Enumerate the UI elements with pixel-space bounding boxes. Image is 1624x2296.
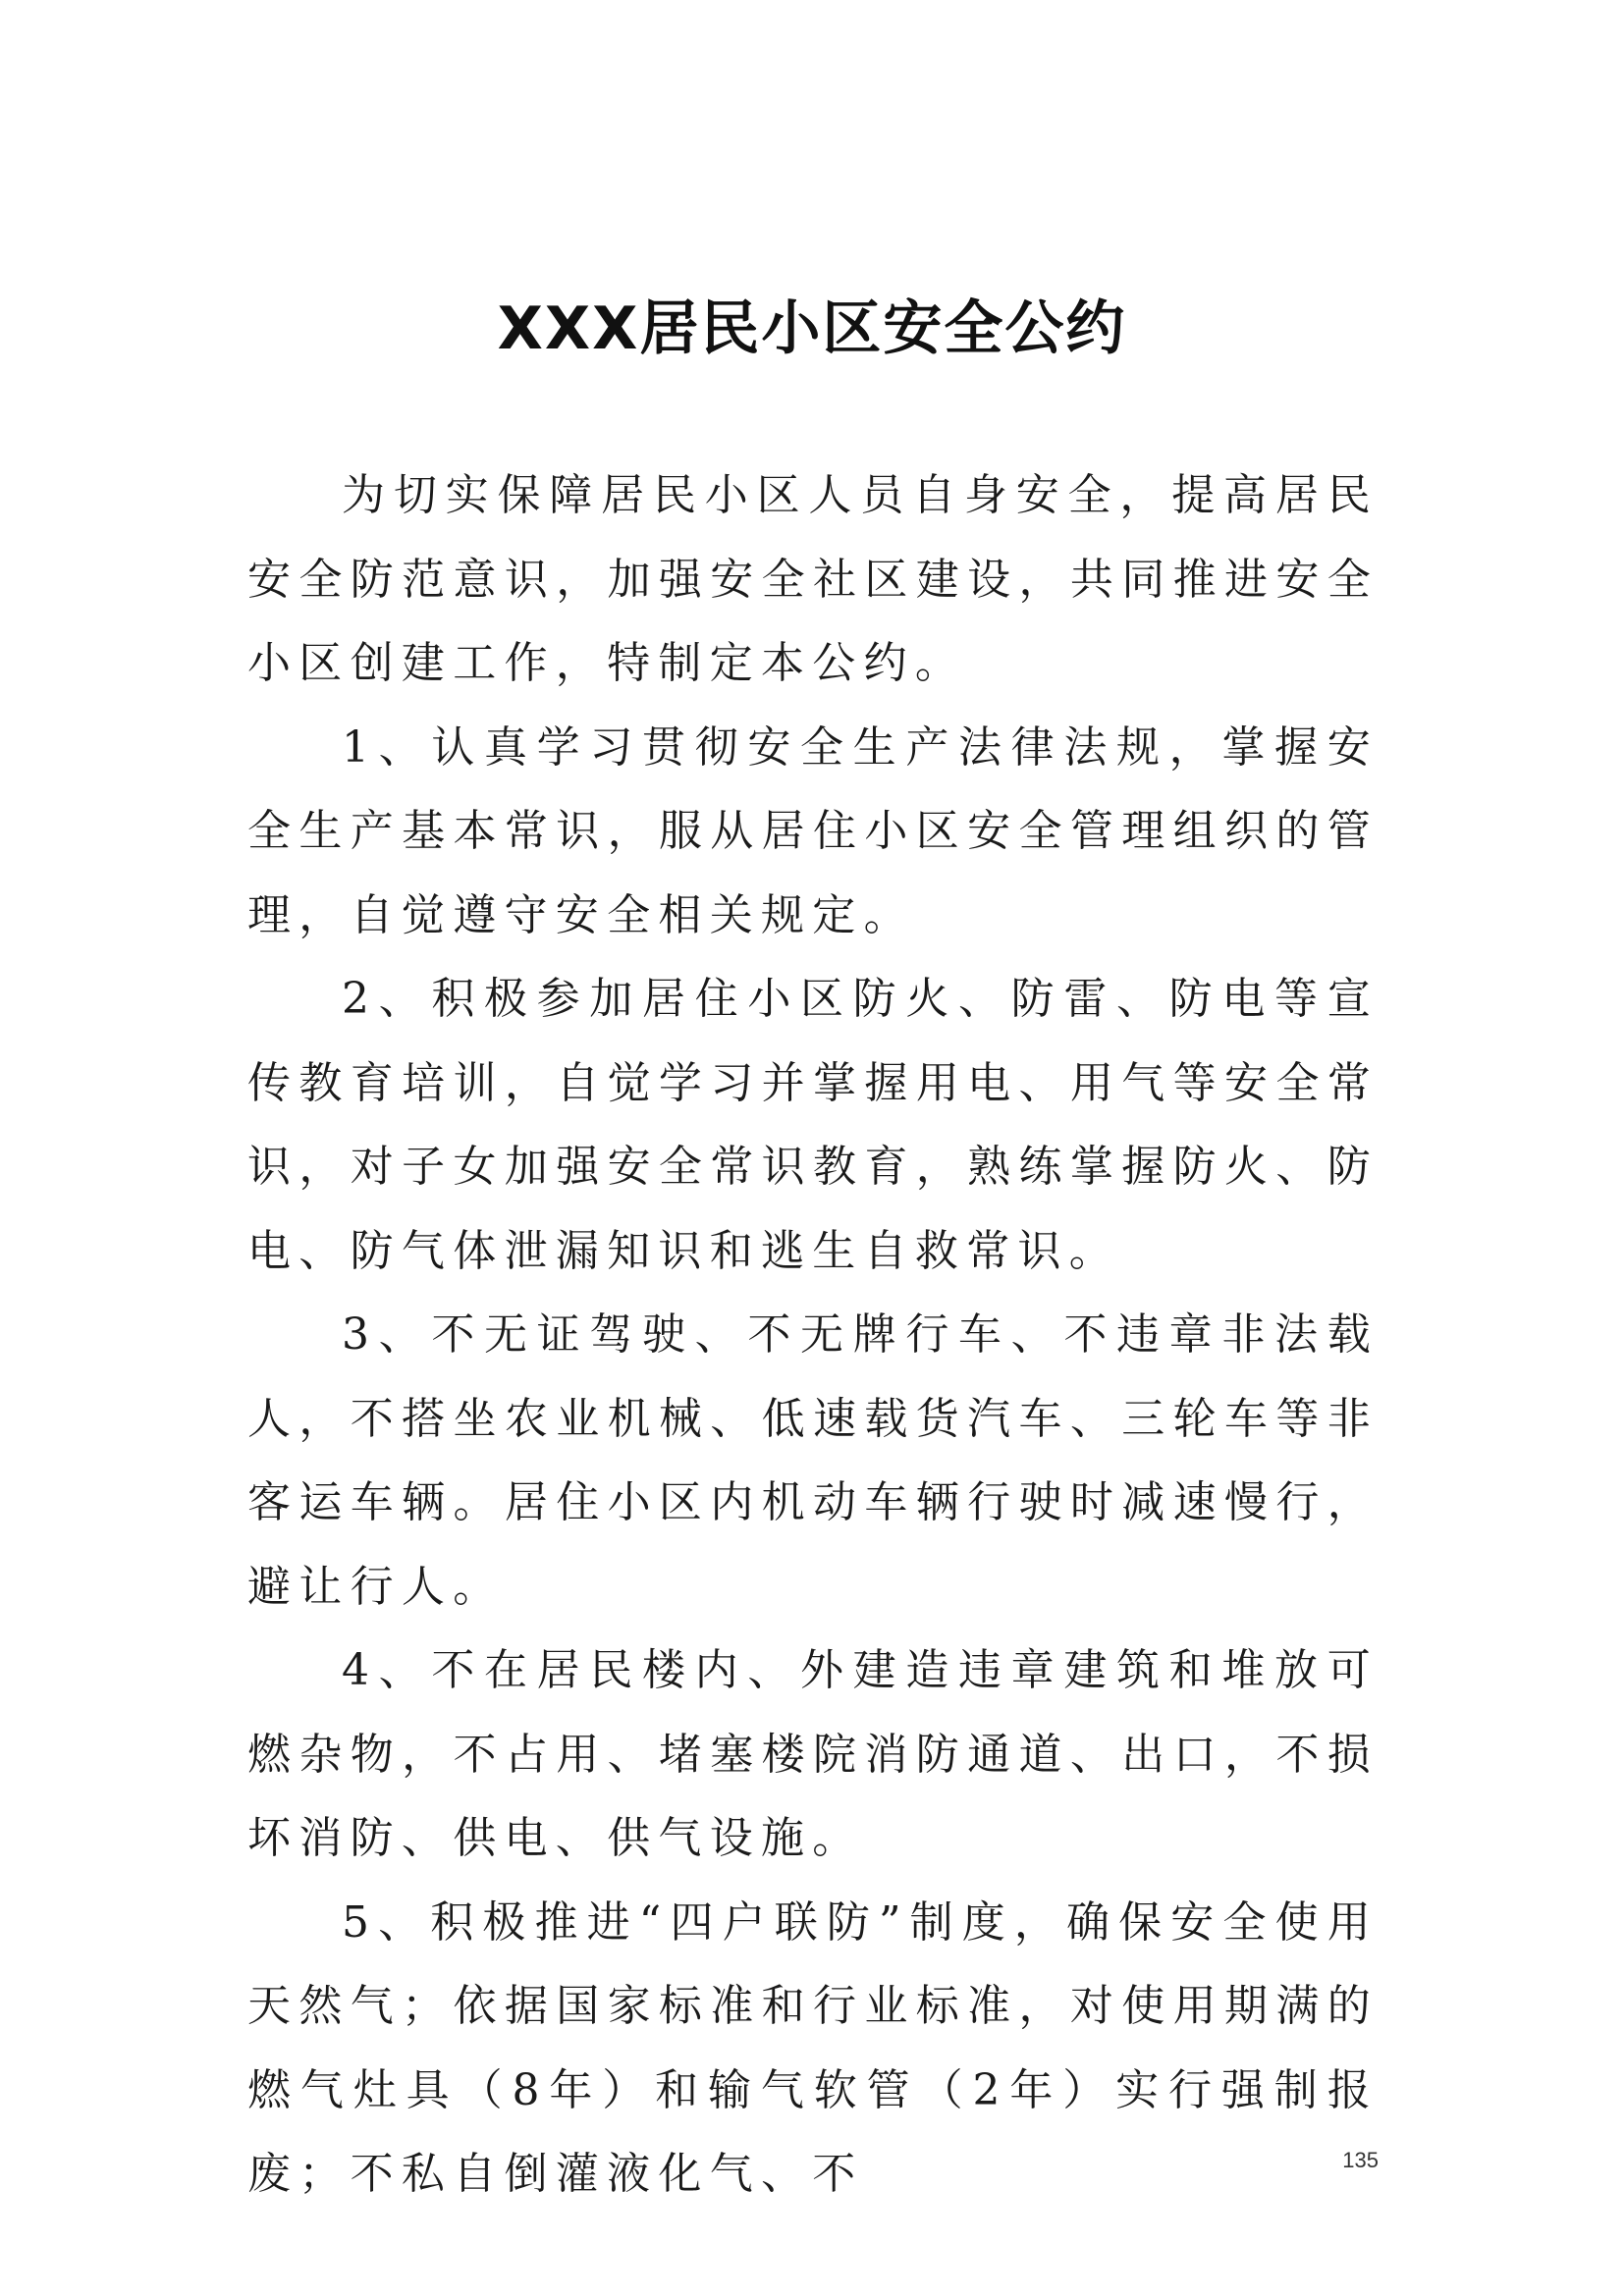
paragraph-item-4: 4、不在居民楼内、外建造违章建筑和堆放可燃杂物，不占用、堵塞楼院消防通道、出口，不损坏消防、供电、供气设施。 <box>247 1645 1379 1863</box>
document-body <box>247 454 1379 2216</box>
document-title: XXX居民小区安全公约 <box>497 294 1127 363</box>
page-number: 135 <box>1342 2148 1379 2172</box>
paragraph-item-3: 3、不无证驾驶、不无牌行车、不违章非法载人，不搭坐农业机械、低速载货汽车、三轮车等非客运车辆。居住小区内机动车辆行驶时减速慢行，避让行人。 <box>247 1309 1379 1612</box>
paragraph-intro: 为切实保障居民小区人员自身安全，提高居民安全防范意识，加强安全社区建设，共同推进安全小区创建工作，特制定本公约。 <box>247 470 1379 688</box>
paragraph-item-5: 5、积极推进“四户联防”制度，确保安全使用天然气；依据国家标准和行业标准，对使用期满的燃气灶具（8年）和输气软管（2年）实行强制报废；不私自倒灌液化气、不 <box>247 1896 1379 2199</box>
paragraph-item-1: 1、认真学习贯彻安全生产法律法规，掌握安全生产基本常识，服从居住小区安全管理组织的管理，自觉遵守安全相关规定。 <box>247 721 1379 940</box>
paragraph-item-2: 2、积极参加居住小区防火、防雷、防电等宣传教育培训，自觉学习并掌握用电、用气等安全常识，对子女加强安全常识教育，熟练掌握防火、防电、防气体泄漏知识和逃生自救常识。 <box>247 974 1379 1276</box>
